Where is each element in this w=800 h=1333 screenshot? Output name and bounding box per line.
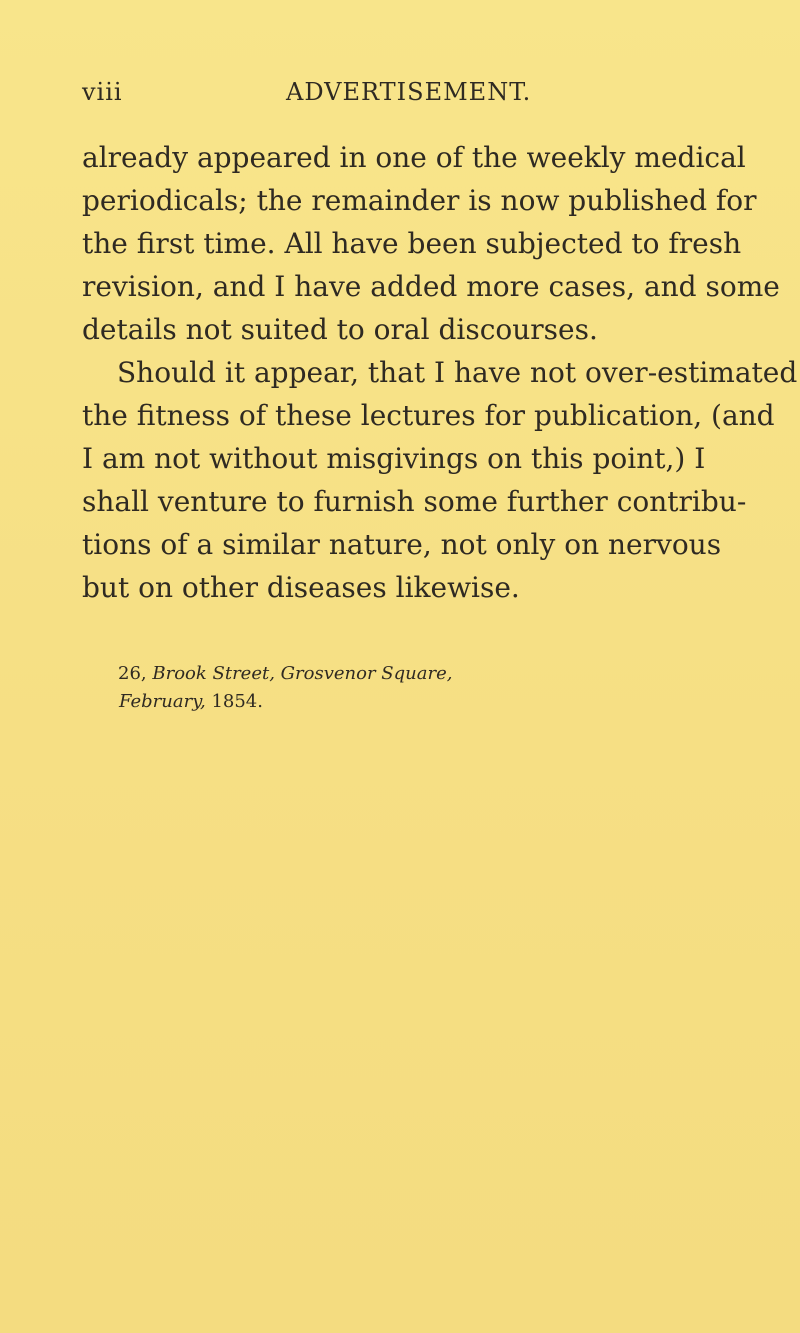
body-line-9: shall venture to furnish some further contribu-: [82, 485, 747, 518]
body-line-4: revision, and I have added more cases, and some: [82, 270, 780, 303]
body-line-3: the first time. All have been subjected to fresh: [82, 227, 742, 260]
signature-block: [118, 660, 618, 716]
body-line-6: Should it appear, that I have not over-estimated: [117, 356, 798, 389]
body-line-10: tions of a similar nature, not only on nervous: [82, 528, 722, 561]
body-line-2: periodicals; the remainder is now published for: [82, 184, 757, 217]
body-line-8: I am not without misgivings on this point,) I: [82, 442, 706, 475]
body-line-5: details not suited to oral discourses.: [82, 313, 598, 346]
advertisement-body: [82, 136, 798, 609]
page-header: [82, 78, 722, 114]
page-number: viii: [82, 78, 123, 106]
body-line-1: already appeared in one of the weekly medical: [82, 141, 746, 174]
running-head: ADVERTISEMENT.: [286, 78, 532, 106]
date-year: 1854.: [211, 691, 263, 712]
body-line-7: the fitness of these lectures for publication, (and: [82, 399, 775, 432]
street-number: 26,: [118, 663, 147, 684]
date-month: February,: [119, 691, 206, 712]
date-line: [118, 688, 618, 716]
street-address: Brook Street, Grosvenor Square,: [152, 663, 453, 684]
body-line-11: but on other diseases likewise.: [82, 571, 520, 604]
address-line: [118, 660, 618, 688]
